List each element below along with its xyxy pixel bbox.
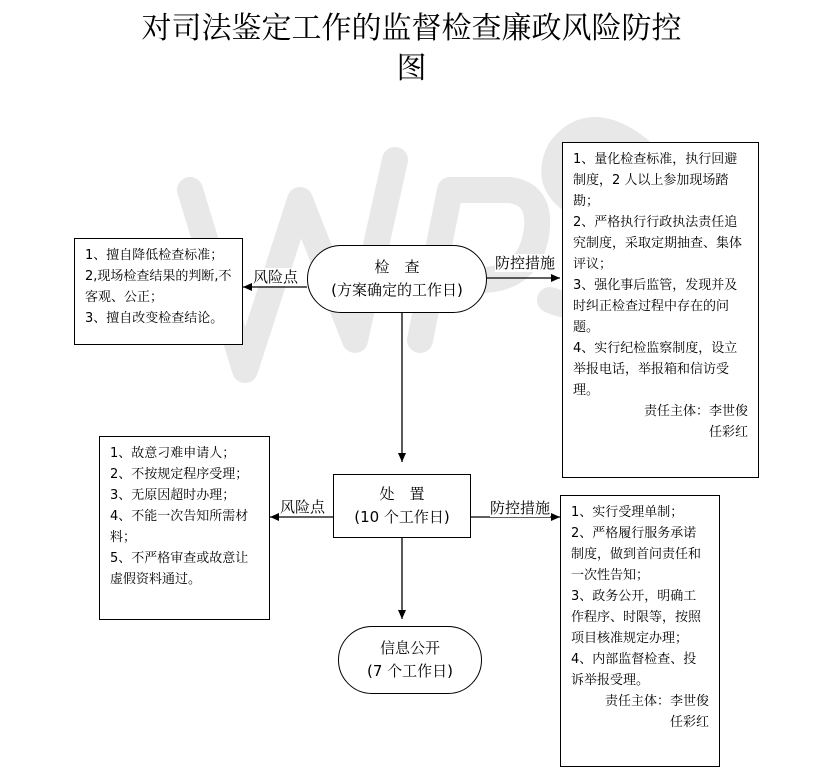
prevent-item: 3、强化事后监管，发现并及时纠正检查过程中存在的问题。 xyxy=(573,278,738,335)
prevent-item: 3、政务公开，明确工作程序、时限等，按照项目核准规定办理； xyxy=(571,589,702,646)
diagram-title-line1: 对司法鉴定工作的监督检查廉政风险防控 xyxy=(141,11,682,46)
node-handle xyxy=(333,474,471,538)
node-check-sub: (方案确定的工作日) xyxy=(331,281,463,299)
node-info-sub: (7 个工作日) xyxy=(366,662,454,680)
prevent-item: 2、严格执行行政执法责任追究制度，采取定期抽查、集体评议； xyxy=(573,215,743,272)
prevent-box-handle xyxy=(560,495,720,767)
responsible-party: 责任主体：李世俊 xyxy=(643,404,748,419)
node-handle-title: 处 置 xyxy=(379,485,425,503)
node-check xyxy=(307,245,487,313)
risk-item: 1、擅自降低检查标准； xyxy=(85,248,224,263)
prevent-item: 1、实行受理单制； xyxy=(571,505,684,520)
label-prevent-2: 防控措施 xyxy=(490,499,551,517)
label-risk-2: 风险点 xyxy=(280,498,326,516)
risk-item: 5、不严格审查或故意让虚假资料通过。 xyxy=(110,551,249,587)
label-risk-1: 风险点 xyxy=(253,268,299,286)
prevent-item: 4、内部监督检查、投诉举报受理。 xyxy=(571,652,697,688)
risk-item: 3、擅自改变检查结论。 xyxy=(85,311,224,326)
risk-item: 1、故意刁难申请人； xyxy=(110,446,236,461)
prevent-item: 1、量化检查标准，执行回避制度，2 人以上参加现场踏勘； xyxy=(573,152,738,209)
risk-item: 4、不能一次告知所需材料； xyxy=(110,509,249,545)
prevent-item: 2、严格履行服务承诺制度，做到首问责任和一次性告知； xyxy=(571,526,702,583)
responsible-party-2: 任彩红 xyxy=(669,715,709,730)
node-check-title: 检 查 xyxy=(374,258,420,276)
node-info xyxy=(338,626,482,694)
responsible-party: 责任主体：李世俊 xyxy=(604,694,709,709)
risk-item: 3、无原因超时办理； xyxy=(110,488,236,503)
node-info-title: 信息公开 xyxy=(379,639,440,657)
responsible-party-2: 任彩红 xyxy=(708,425,748,440)
diagram-title-line2: 图 xyxy=(396,51,427,86)
risk-item: 2、不按规定程序受理； xyxy=(110,467,249,482)
prevent-box-check xyxy=(562,142,759,478)
risk-item: 2,现场检查结果的判断,不客观、公正； xyxy=(85,269,232,305)
risk-box-handle xyxy=(99,436,270,620)
risk-box-check xyxy=(74,238,243,345)
prevent-item: 4、实行纪检监察制度，设立举报电话，举报箱和信访受理。 xyxy=(573,341,738,398)
node-handle-sub: (10 个工作日) xyxy=(354,508,450,526)
label-prevent-1: 防控措施 xyxy=(495,254,556,272)
